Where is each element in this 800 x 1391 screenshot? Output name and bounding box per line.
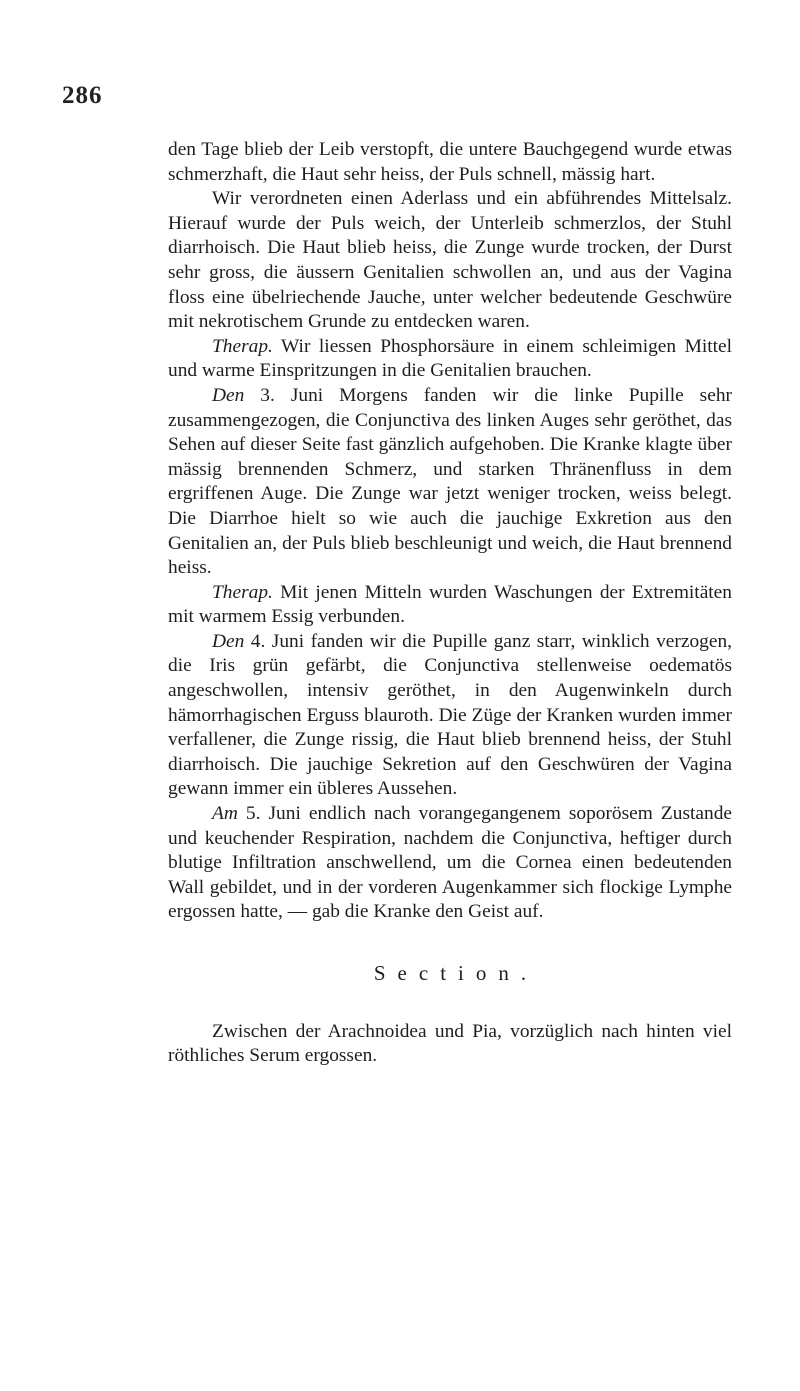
paragraph-2-text: Wir verordneten einen Aderlass und ein abführendes Mittelsalz. Hierauf wurde der Puls weich, der Unterleib schmerzlos, der Stuhl diarrhoisch. Die Haut blieb heiss, die Zunge wurde trocken, der Durst sehr gross, die äussern Genitalien schwollen an, und aus der Vagina floss eine übelriechende Jauche, unter welcher bedeutende Geschwüre mit nekrotischem Grunde zu entdecken waren. — [168, 188, 732, 333]
paragraph-5-lead: Therap. — [212, 581, 273, 603]
paragraph-4-lead: Den — [212, 384, 245, 406]
paragraph-6 — [168, 630, 732, 802]
paragraph-6-text: 4. Juni fanden wir die Pupille ganz starr, winklich verzogen, die Iris grün gefärbt, die Conjunctiva stellenweise oedematös angeschwollen, intensiv geröthet, in den Augenwinkeln durch hämorrhagischen Erguss blauroth. Die Züge der Kranken wurden immer verfallener, die Zunge rissig, die Haut blieb brennend heiss, der Stuhl diarrhoisch. Die jauchige Sekretion auf den Geschwüren der Vagina gewann immer ein übleres Aussehen. — [168, 630, 732, 800]
paragraph-3-text: Wir liessen Phosphorsäure in einem schleimigen Mittel und warme Einspritzungen in die Genitalien brauchen. — [168, 335, 732, 382]
paragraph-7-text: 5. Juni endlich nach vorangegangenem soporösem Zustande und keuchender Respiration, nachdem die Conjunctiva, heftiger durch blutige Infiltration anschwellend, um die Cornea einen bedeutenden Wall gebildet, und in der vorderen Augenkammer sich flockige Lymphe ergossen hatte, — gab die Kranke den Geist auf. — [168, 803, 732, 923]
paragraph-4-text: 3. Juni Morgens fanden wir die linke Pupille sehr zusammengezogen, die Conjunctiva des linken Auges sehr geröthet, das Sehen auf dieser Seite fast gänzlich aufgehoben. Die Kranke klagte über mässig brennenden Schmerz, und starken Thränenfluss in dem ergriffenen Auge. Die Zunge war jetzt weniger trocken, weiss belegt. Die Diarrhoe hielt so wie auch die jauchige Exkretion aus den Genitalien an, der Puls blieb beschleunigt und weich, die Haut brennend heiss. — [168, 384, 732, 579]
paragraph-1-text: den Tage blieb der Leib verstopft, die untere Bauchgegend wurde etwas schmerzhaft, die Haut sehr heiss, der Puls schnell, mässig hart. — [168, 139, 732, 185]
page-number: 286 — [62, 82, 103, 109]
paragraph-2 — [168, 187, 732, 335]
final-paragraph — [168, 1020, 732, 1069]
paragraph-7-lead: Am — [212, 803, 238, 825]
paragraph-6-lead: Den — [212, 630, 245, 652]
paragraph-5-text: Mit jenen Mitteln wurden Waschungen der Extremitäten mit warmem Essig verbunden. — [168, 581, 732, 628]
final-paragraph-text: Zwischen der Arachnoidea und Pia, vorzüglich nach hinten viel röthliches Serum ergossen. — [168, 1020, 732, 1067]
paragraph-3 — [168, 335, 732, 384]
paragraph-1 — [168, 138, 732, 187]
paragraph-4 — [168, 384, 732, 581]
paragraph-5 — [168, 581, 732, 630]
paragraph-3-lead: Therap. — [212, 335, 273, 357]
section-heading: Section. — [373, 961, 539, 985]
paragraph-7 — [168, 802, 732, 925]
body-text — [168, 138, 732, 1069]
